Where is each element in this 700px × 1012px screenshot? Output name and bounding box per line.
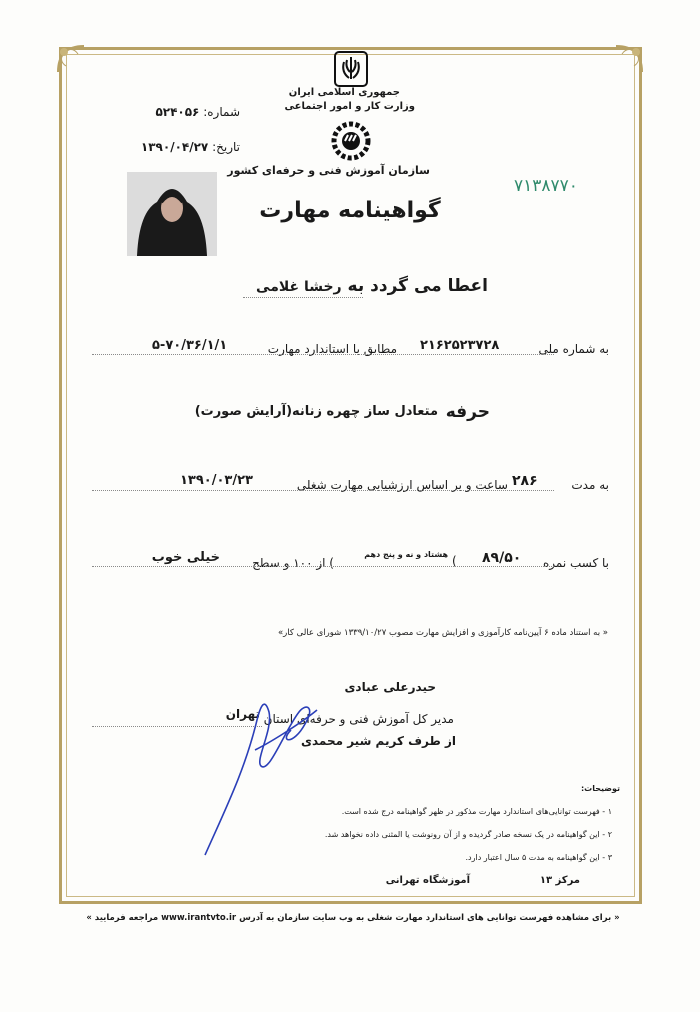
- center-label: مرکز ۱۳: [539, 875, 580, 886]
- province-name: تهران: [225, 707, 260, 721]
- iran-emblem-icon: [333, 50, 369, 88]
- national-id-value: ۲۱۶۲۵۲۳۷۲۸: [420, 338, 500, 353]
- organization-name: سازمان آموزش فنی و حرفه‌ای کشور: [227, 164, 430, 177]
- school-label: آموزشگاه تهرانی: [385, 875, 470, 886]
- duration-hours: ۲۸۶: [512, 473, 538, 489]
- notes-heading: توضیحات:: [580, 784, 620, 793]
- holder-photo: [127, 172, 217, 256]
- national-id-label: به شماره ملی: [538, 342, 609, 356]
- website-note: « برای مشاهده فهرست توانایی های استاندارد مهارت شغلی به وب سایت سازمان به آدرس www.irantvto.ir مراجعه فرمایید »: [86, 913, 620, 923]
- granted-prefix: اعطا می گردد به: [347, 276, 488, 296]
- number-value: ۵۲۴۰۵۶: [155, 105, 200, 119]
- tvto-logo-icon: [331, 121, 371, 161]
- date-label: تاریخ:: [212, 140, 240, 154]
- note-item: ۲ - این گواهینامه در یک نسخه صادر گردیده و از آن رونوشت یا المثنی داده نخواهد شد.: [324, 830, 612, 839]
- serial-number: ۷۱۳۸۷۷۰: [514, 176, 578, 196]
- profession-label: حرفه: [445, 402, 490, 422]
- recipient-name: رخشا غلامی: [256, 279, 342, 295]
- on-behalf-line: از طرف کریم شیر محمدی: [300, 734, 456, 748]
- signer-name: حیدرعلی عبادی: [344, 680, 436, 694]
- score-value: ۸۹/۵۰: [482, 550, 522, 566]
- certificate-date-line: [110, 140, 240, 154]
- profession-value: متعادل ساز چهره زنانه(آرایش صورت): [194, 404, 438, 419]
- duration-suffix: ساعت و بر اساس ارزشیابی مهارت شغلی: [296, 478, 508, 492]
- certificate-title: گواهینامه مهارت: [259, 198, 441, 223]
- certificate-number-line: [130, 105, 240, 119]
- evaluation-date: ۱۳۹۰/۰۳/۲۳: [180, 473, 253, 488]
- country-name: جمهوری اسلامی ایران: [288, 87, 400, 98]
- open-parenthesis: (: [452, 554, 457, 568]
- date-value: ۱۳۹۰/۰۴/۲۷: [140, 140, 209, 154]
- note-item: ۱ - فهرست توانایی‌های استاندارد مهارت مذکور در ظهر گواهینامه درج شده است.: [341, 807, 612, 816]
- score-label: با کسب نمره: [542, 556, 609, 570]
- granted-line: [256, 276, 488, 296]
- dotted-line: [92, 490, 554, 491]
- standard-value: ۵-۷۰/۳۶/۱/۱: [152, 338, 228, 353]
- dotted-line: [92, 354, 554, 355]
- number-label: شماره:: [203, 105, 240, 119]
- dotted-line: [92, 566, 554, 567]
- note-item: ۳ - این گواهینامه به مدت ۵ سال اعتبار دارد.: [465, 853, 612, 862]
- dotted-line: [243, 297, 363, 298]
- signer-title: مدیر کل آموزش فنی و حرفه‌ای استان: [263, 712, 454, 726]
- score-scale: ) از ۱۰۰ و سطح: [252, 556, 334, 570]
- duration-prefix: به مدت: [571, 478, 609, 492]
- score-in-words: هشتاد و نه و پنج دهم: [364, 550, 448, 559]
- corner-ornament-icon: [612, 42, 646, 76]
- ministry-name: وزارت کار و امور اجتماعی: [284, 101, 415, 112]
- corner-ornament-icon: [54, 42, 88, 76]
- legal-basis: « به استناد ماده ۶ آیین‌نامه کارآموزی و افزایش مهارت مصوب ۱۳۳۹/۱۰/۲۷ شورای عالی کار»: [277, 628, 608, 638]
- standard-label: مطابق با استاندارد مهارت: [267, 342, 397, 356]
- level-value: خیلی خوب: [151, 550, 220, 565]
